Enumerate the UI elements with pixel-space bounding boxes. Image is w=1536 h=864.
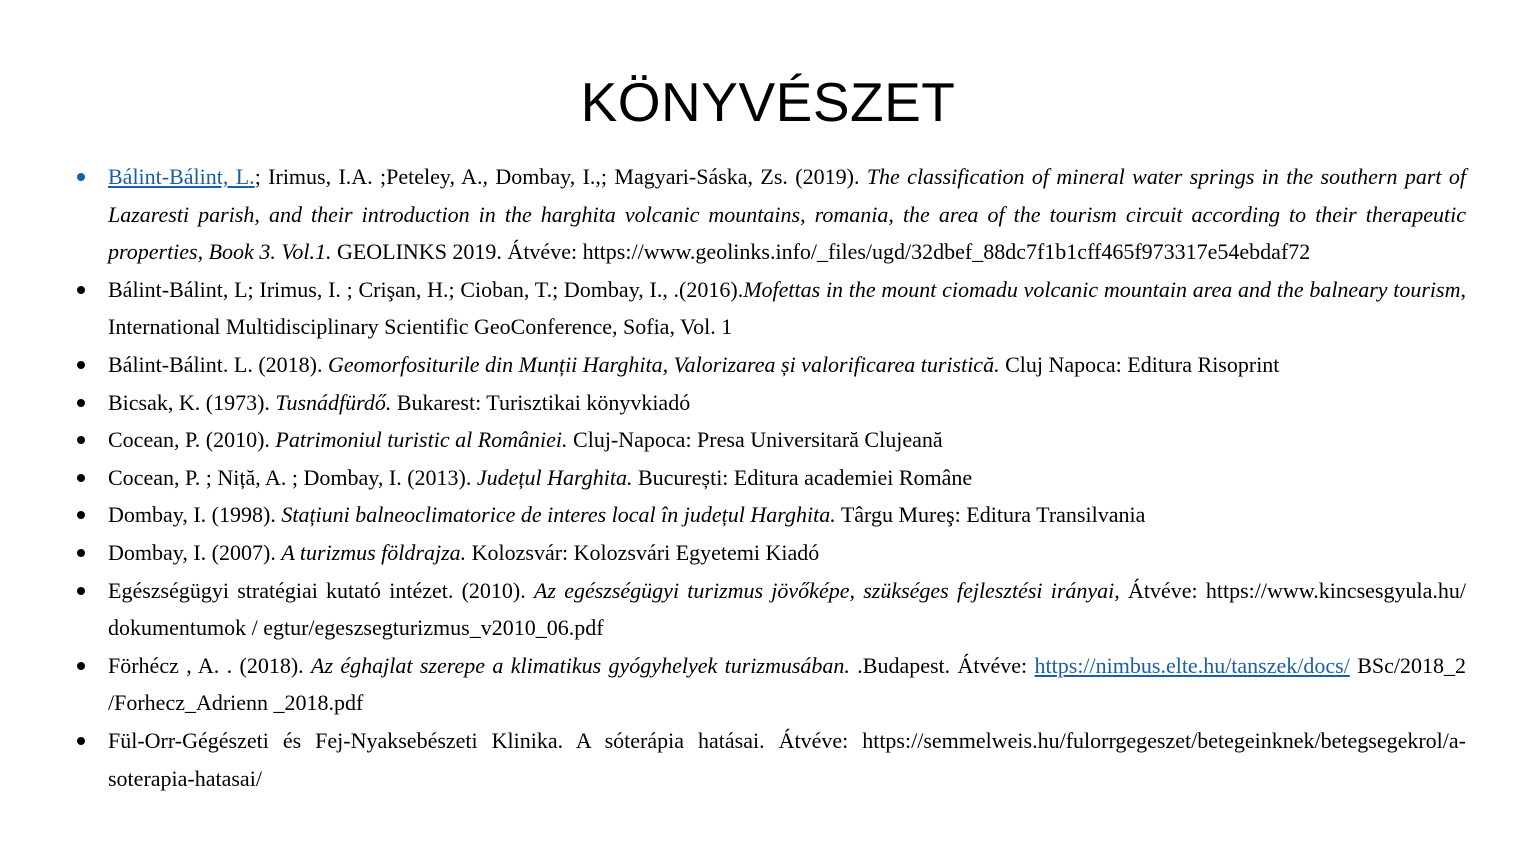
reference-text-segment: Kolozsvár: Kolozsvári Egyetemi Kiadó <box>466 539 820 565</box>
reference-text-segment: BSc/2018_2 /Forhecz_Adrienn _2018.pdf <box>108 652 1466 716</box>
reference-text-segment: GEOLINKS 2019. Átvéve: https://www.geolinks.info/_files/ugd/32dbef_88dc7f1b1cff465f973317e54ebdaf72 <box>336 239 1311 265</box>
reference-text-segment: ; Irimus, I.A. ;Peteley, A., Dombay, I.,; Magyari-Sáska, Zs. (2019). <box>254 164 867 189</box>
reference-text <box>108 540 819 565</box>
bullet-icon <box>77 286 85 294</box>
reference-text <box>108 653 1466 716</box>
reference-item <box>108 647 1466 722</box>
reference-text-segment: Cluj Napoca: Editura Risoprint <box>999 351 1280 377</box>
reference-text-segment: Bálint-Bálint, L; Irimus, I. ; Crişan, H.; Cioban, T.; Dombay, I., .(2016). <box>108 276 744 302</box>
bullet-icon <box>77 399 85 407</box>
reference-text-segment: Fül-Orr-Gégészeti és Fej-Nyaksebészeti Klinika. A sóterápia hatásai. Átvéve: https://semmelweis.hu/fulorrgegeszet/betegeinknek/betegsegekrol/a-soterapia-hatasai/ <box>108 727 1466 791</box>
reference-text <box>108 502 1145 527</box>
reference-title-italic: The classification of mineral water springs in the southern part of Lazaresti parish, and their introduction in the harghita volcanic mountains, romania, the area of the tourism circuit according to their therapeutic properties, Book 3. Vol.1. <box>108 164 1467 265</box>
reference-text <box>108 277 1466 340</box>
reference-text-segment: Târgu Mureş: Editura Transilvania <box>835 502 1146 528</box>
bullet-icon <box>77 587 85 595</box>
bullet-icon <box>77 511 85 519</box>
reference-text-segment: București: Editura academiei Române <box>632 464 973 490</box>
bullet-icon <box>77 662 85 670</box>
bullet-icon <box>77 474 85 482</box>
bullet-icon <box>77 737 85 745</box>
reference-text-segment: Bukarest: Turisztikai könyvkiadó <box>391 389 691 415</box>
reference-title-italic: A turizmus földrajza. <box>281 539 467 565</box>
reference-item <box>108 572 1466 647</box>
reference-text-segment: , International Multidisciplinary Scientific GeoConference, Sofia, Vol. 1 <box>108 276 1466 340</box>
reference-title-italic: Az egészségügyi turizmus jövőképe, szükséges fejlesztési irányai, <box>533 577 1120 603</box>
reference-text-segment: Cocean, P. ; Niță, A. ; Dombay, I. (2013). <box>108 464 477 490</box>
reference-text-segment: Egészségügyi stratégiai kutató intézet. (2010). <box>108 577 534 603</box>
reference-link[interactable]: Bálint-Bálint, L. <box>108 164 255 189</box>
reference-item <box>108 346 1466 384</box>
reference-text-segment: .Budapest. Átvéve: <box>849 652 1035 678</box>
reference-item <box>108 421 1466 459</box>
bullet-icon <box>77 549 85 557</box>
reference-item <box>108 722 1466 797</box>
reference-text <box>108 578 1466 641</box>
reference-text-segment: Förhécz , A. . (2018). <box>108 652 312 678</box>
page-title: KÖNYVÉSZET <box>580 71 956 133</box>
reference-title-italic: Geomorfositurile din Munții Harghita, Valorizarea și valorificarea turistică. <box>327 351 1000 377</box>
reference-text <box>108 465 972 490</box>
reference-item <box>108 384 1466 422</box>
reference-text-segment: Dombay, I. (1998). <box>108 502 282 528</box>
reference-text-segment: Cocean, P. (2010). <box>108 427 276 453</box>
reference-text <box>108 728 1466 791</box>
reference-text-segment: Átvéve: https://www.kincsesgyula.hu/ dokumentumok / egtur/egeszsegturizmus_v2010_06.pdf <box>108 577 1466 641</box>
reference-title-italic: Județul Harghita. <box>476 464 633 490</box>
reference-text <box>108 390 690 415</box>
reference-text <box>108 164 1466 264</box>
reference-item <box>108 459 1466 497</box>
bullet-icon <box>77 436 85 444</box>
reference-title-italic: Stațiuni balneoclimatorice de interes local în județul Harghita. <box>281 502 836 528</box>
reference-text <box>108 427 943 452</box>
reference-item <box>108 496 1466 534</box>
reference-text-segment: Bálint-Bálint. L. (2018). <box>108 351 328 377</box>
bullet-icon <box>77 173 85 181</box>
reference-text-segment: Cluj-Napoca: Presa Universitară Clujeană <box>567 427 943 453</box>
reference-title-italic: Mofettas in the mount ciomadu volcanic mountain area and the balneary tourism <box>743 276 1461 302</box>
reference-link[interactable]: https://nimbus.elte.hu/tanszek/docs/ <box>1034 652 1350 678</box>
reference-item <box>108 534 1466 572</box>
reference-text <box>108 352 1279 377</box>
reference-title-italic: Tusnádfürdő. <box>275 389 392 415</box>
reference-title-italic: Az éghajlat szerepe a klimatikus gyógyhelyek turizmusában. <box>311 652 850 678</box>
bullet-icon <box>77 361 85 369</box>
references-list <box>108 158 1466 797</box>
reference-text-segment: Dombay, I. (2007). <box>108 539 282 565</box>
reference-text-segment: Bicsak, K. (1973). <box>108 389 276 415</box>
reference-title-italic: Patrimoniul turistic al României. <box>275 427 568 453</box>
reference-item <box>108 158 1466 271</box>
reference-item <box>108 271 1466 346</box>
